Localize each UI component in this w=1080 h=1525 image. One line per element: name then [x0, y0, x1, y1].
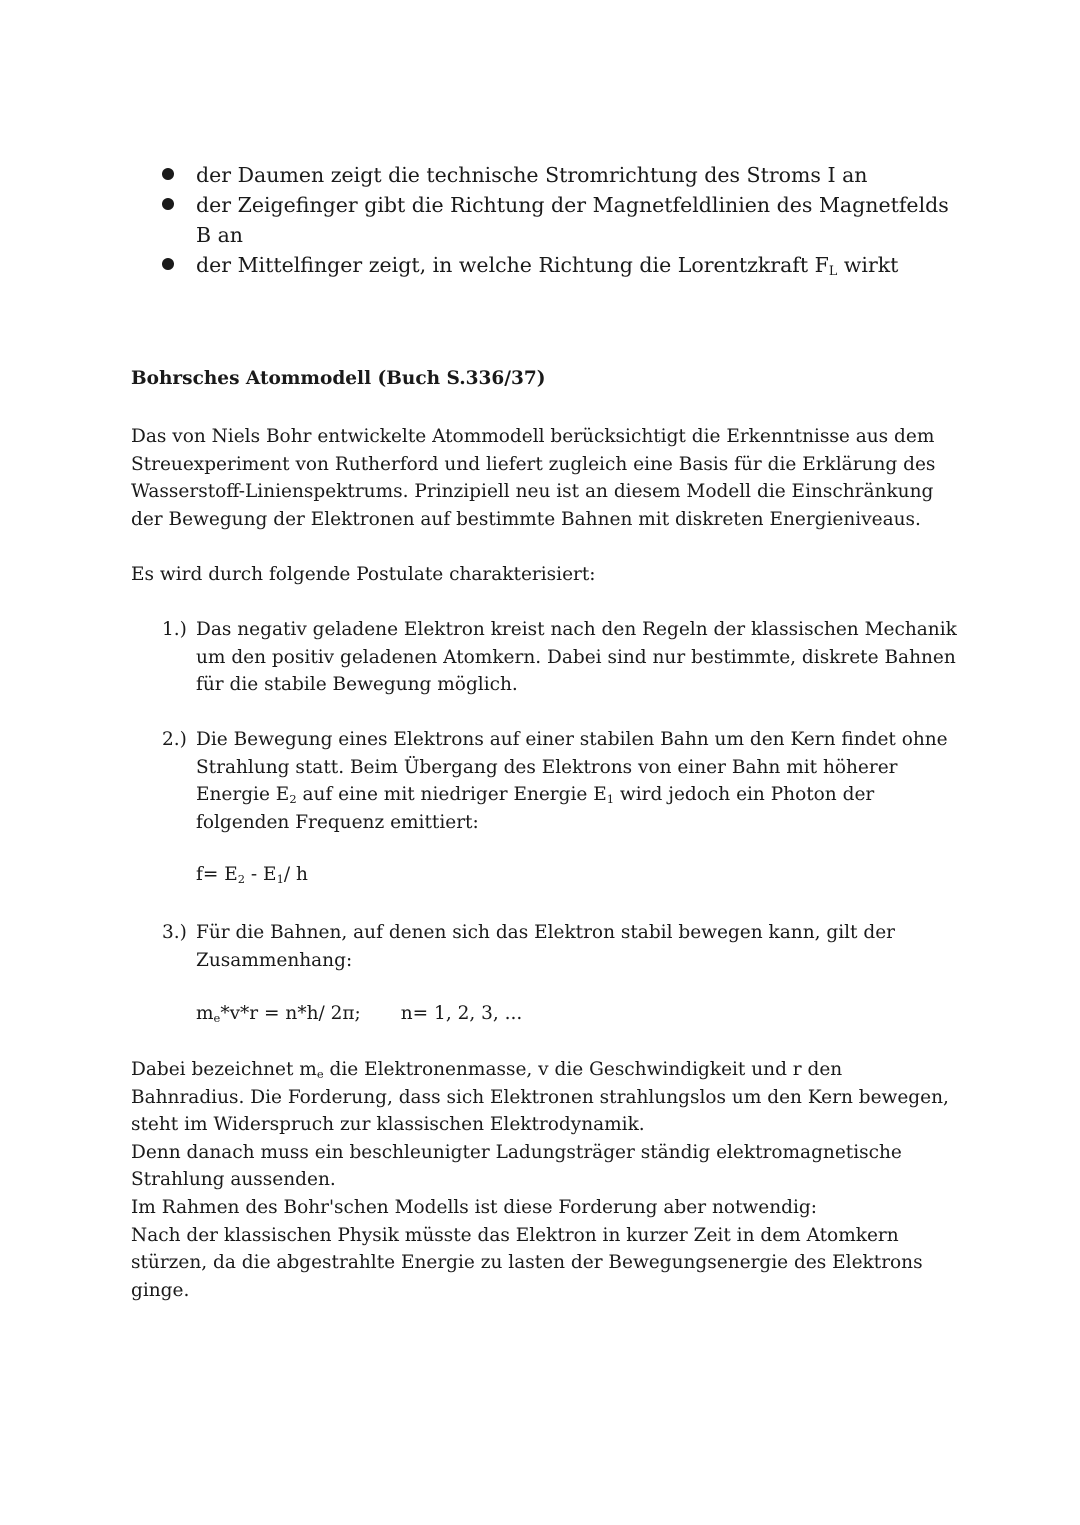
closing-paragraph	[131, 1056, 961, 1304]
postulate-number: 2.)	[162, 729, 187, 750]
bullet-icon	[162, 198, 174, 210]
bullet-list	[162, 160, 962, 280]
list-item: der Daumen zeigt die technische Stromrichtung des Stroms I an	[162, 160, 962, 190]
closing-line-1: Dabei bezeichnet $m_e$ die Elektronenmasse, v die Geschwindigkeit und r den Bahnradius. Die Forderung, dass sich Elektronen strahlungslos um den Kern bewegen, steht im Widerspruch zur klassischen Elektrodynamik.	[131, 1059, 949, 1136]
postulates-intro: Es wird durch folgende Postulate charakterisiert:	[131, 564, 596, 585]
bullet-icon	[162, 258, 174, 270]
postulate-text: Das negativ geladene Elektron kreist nach den Regeln der klassischen Mechanik um den positiv geladenen Atomkern. Dabei sind nur bestimmte, diskrete Bahnen für die stabile Bewegung möglich.	[196, 619, 957, 696]
postulate-text: Für die Bahnen, auf denen sich das Elektron stabil bewegen kann, gilt der Zusammenhang:	[196, 922, 895, 971]
frequency-formula: $f= E_2 - E_1/$ h	[196, 864, 308, 886]
closing-line-2: Denn danach muss ein beschleunigter Ladungsträger ständig elektromagnetische Strahlung aussenden.	[131, 1141, 902, 1191]
postulate-1	[162, 616, 962, 699]
closing-line-4: Nach der klassischen Physik müsste das Elektron in kurzer Zeit in dem Atomkern stürzen, da die abgestrahlte Energie zu lasten der Bewegungsenergie des Elektrons ginge.	[131, 1224, 923, 1301]
closing-line-3: Im Rahmen des Bohr'schen Modells ist diese Forderung aber notwendig:	[131, 1196, 817, 1218]
postulate-number: 3.)	[162, 922, 187, 943]
postulate-number: 1.)	[162, 619, 187, 640]
postulate-2	[162, 726, 962, 836]
bullet-icon	[162, 168, 174, 180]
section-heading: Bohrsches Atommodell (Buch S.336/37)	[131, 368, 546, 389]
list-item: der Mittelfinger zeigt, in welche Richtung die Lorentzkraft $F_L$ wirkt	[162, 250, 962, 280]
quantization-formula: $m_e*v*r = n*h/$ 2π; n= 1, 2, 3, ...	[196, 1003, 523, 1025]
postulate-text: Die Bewegung eines Elektrons auf einer stabilen Bahn um den Kern findet ohne Strahlung statt. Beim Übergang des Elektrons von einer Bahn mit höherer Energie $E_2$ auf eine mit niedriger Energie $E_1$ wird jedoch ein Photon der folgenden Frequenz emittiert:	[196, 729, 948, 833]
list-item: der Zeigefinger gibt die Richtung der Magnetfeldlinien des Magnetfelds B an	[162, 190, 962, 250]
postulate-3	[162, 919, 962, 974]
intro-paragraph: Das von Niels Bohr entwickelte Atommodell berücksichtigt die Erkenntnisse aus dem Streuexperiment von Rutherford und liefert zugleich eine Basis für die Erklärung des Wasserstoff-Linienspektrums. Prinzipiell neu ist an diesem Modell die Einschränkung der Bewegung der Elektronen auf bestimmte Bahnen mit diskreten Energieniveaus.	[131, 426, 936, 530]
